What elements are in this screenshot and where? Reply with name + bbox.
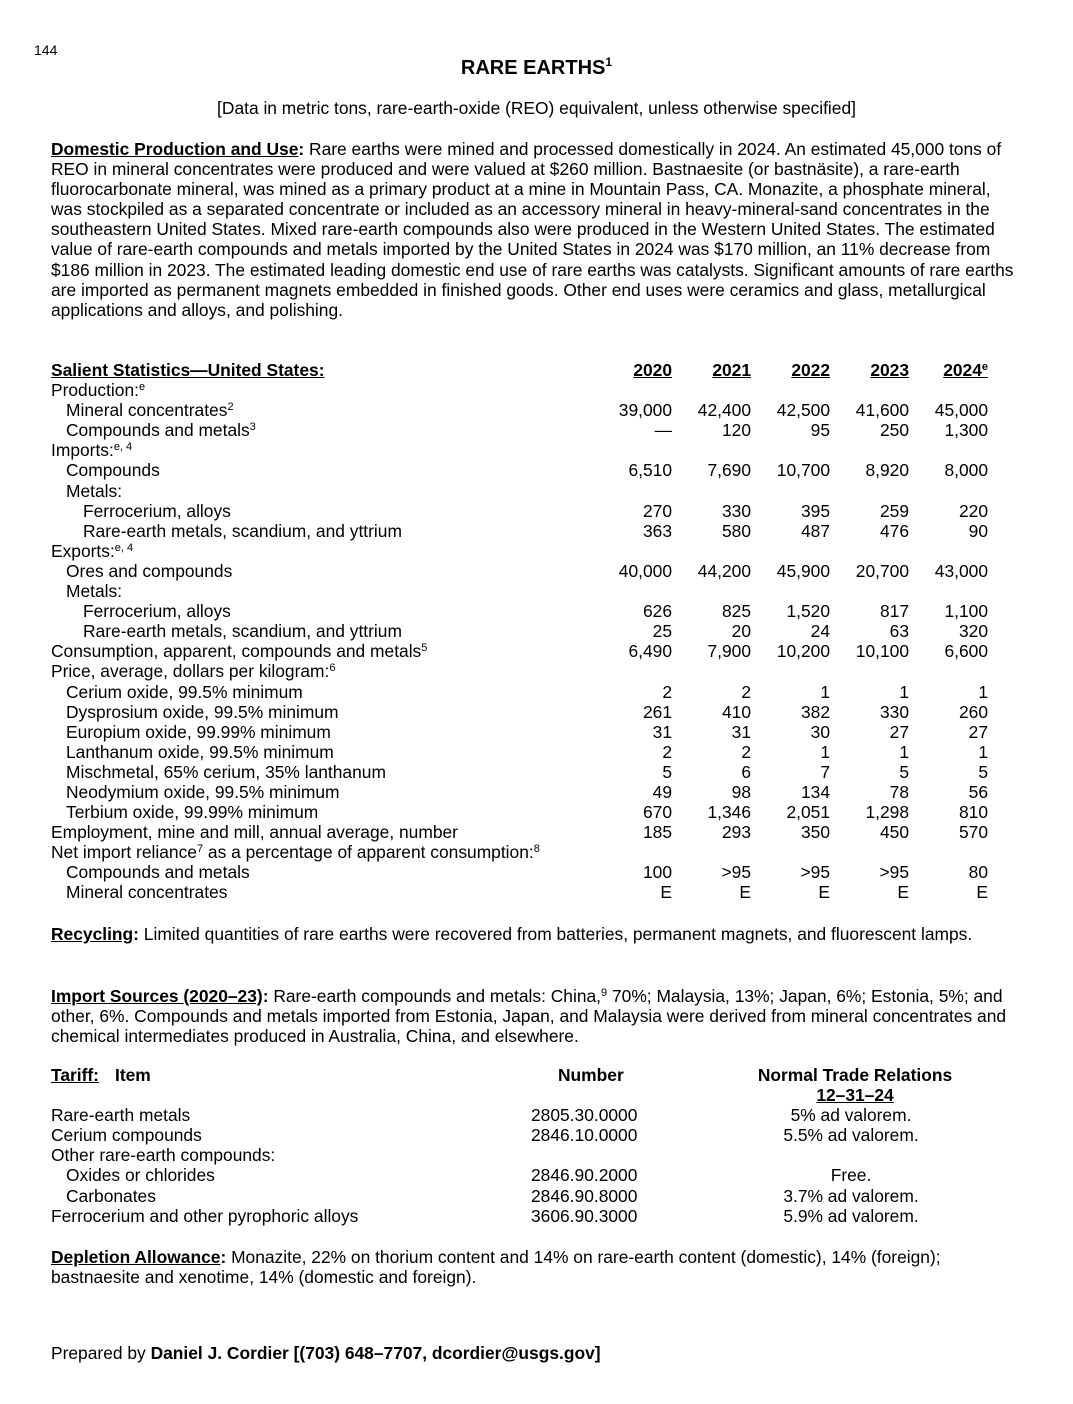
depletion-heading: Depletion Allowance bbox=[51, 1247, 221, 1267]
import-sources-heading: Import Sources (2020–23) bbox=[51, 986, 263, 1006]
stats-value-2024: 27 bbox=[968, 721, 988, 742]
stats-value-2021: 410 bbox=[721, 701, 751, 722]
stats-value-2021: 6 bbox=[741, 761, 751, 782]
stats-value-2024: 6,600 bbox=[944, 641, 988, 662]
stats-row-label bbox=[83, 521, 402, 541]
tariff-row bbox=[51, 1145, 1011, 1165]
row-label-text: Price, average, dollars per kilogram: bbox=[51, 661, 330, 682]
stats-row bbox=[51, 722, 991, 742]
stats-row bbox=[51, 802, 991, 822]
stats-value-2023: 250 bbox=[879, 420, 909, 441]
stats-row bbox=[51, 702, 991, 722]
tariff-rate: 5.9% ad valorem. bbox=[783, 1205, 919, 1226]
row-label-text: Mineral concentrates bbox=[66, 400, 228, 421]
stats-value-2020: 49 bbox=[652, 781, 672, 802]
stats-value-2022: 2,051 bbox=[786, 802, 830, 823]
tariff-item: Ferrocerium and other pyrophoric alloys bbox=[51, 1205, 359, 1226]
row-label-text: Neodymium oxide, 99.5% minimum bbox=[66, 781, 340, 802]
stats-value-2022: 382 bbox=[800, 701, 830, 722]
year-label: 2024 bbox=[943, 360, 982, 380]
year-header-2023 bbox=[829, 360, 909, 380]
year-header-2022 bbox=[750, 360, 830, 380]
stats-row-label bbox=[51, 822, 458, 842]
tariff-col-item: Item bbox=[114, 1065, 151, 1085]
stats-value-2022: 10,200 bbox=[776, 641, 830, 662]
tariff-row bbox=[51, 1186, 1011, 1206]
row-footnote: e bbox=[138, 381, 146, 394]
year-header-2024 bbox=[908, 360, 988, 380]
stats-value-2023: 1,298 bbox=[865, 802, 909, 823]
depletion-text: Monazite, 22% on thorium content and 14% on rare-earth content (domestic), 14% (foreign); bastnaesite and xenotime, 14% (domestic and foreign). bbox=[51, 1247, 941, 1288]
stats-value-2021: 98 bbox=[731, 781, 751, 802]
row-footnote-2: 8 bbox=[533, 843, 540, 856]
stats-row bbox=[51, 400, 991, 420]
stats-value-2024: 56 bbox=[968, 781, 988, 802]
stats-row-label bbox=[51, 842, 540, 862]
row-label-text: Rare-earth metals, scandium, and yttrium bbox=[83, 621, 402, 642]
stats-row bbox=[51, 521, 991, 541]
stats-value-2022: 1,520 bbox=[786, 601, 830, 622]
stats-value-2022: 30 bbox=[810, 721, 830, 742]
tariff-number: 2846.90.2000 bbox=[531, 1165, 638, 1186]
stats-value-2024: 1,300 bbox=[944, 420, 988, 441]
tariff-item: Other rare-earth compounds: bbox=[51, 1145, 276, 1166]
footer-author: Daniel J. Cordier [(703) 648–7707, dcordier@usgs.gov] bbox=[150, 1343, 601, 1363]
row-label-text: Compounds and metals bbox=[66, 420, 250, 441]
row-label-text: Metals: bbox=[66, 581, 123, 602]
stats-value-2020: 40,000 bbox=[618, 560, 672, 581]
tariff-header-row-2 bbox=[51, 1085, 1011, 1105]
stats-value-2020: 6,510 bbox=[628, 460, 672, 481]
stats-value-2020: 363 bbox=[642, 520, 672, 541]
stats-value-2023: 476 bbox=[879, 520, 909, 541]
title-text: RARE EARTHS bbox=[460, 57, 606, 79]
row-footnote: 2 bbox=[227, 401, 234, 414]
stats-value-2023: 450 bbox=[879, 822, 909, 843]
stats-value-2021: 120 bbox=[721, 420, 751, 441]
domestic-heading: Domestic Production and Use bbox=[51, 139, 299, 159]
stats-value-2020: 2 bbox=[662, 681, 672, 702]
tariff-row bbox=[51, 1105, 1011, 1125]
stats-value-2024: 1 bbox=[978, 741, 988, 762]
tariff-row bbox=[51, 1206, 1011, 1226]
year-footnote: e bbox=[981, 361, 988, 373]
stats-value-2020: 626 bbox=[642, 601, 672, 622]
stats-value-2022: E bbox=[818, 882, 830, 903]
row-footnote: e, 4 bbox=[113, 441, 133, 454]
stats-row-label bbox=[51, 440, 132, 460]
stats-row-label bbox=[66, 862, 250, 882]
page-title bbox=[0, 56, 1073, 80]
row-label-text: Ferrocerium, alloys bbox=[83, 601, 231, 622]
row-label-text: Production: bbox=[51, 380, 139, 401]
stats-value-2024: 810 bbox=[958, 802, 988, 823]
tariff-table bbox=[51, 1065, 1011, 1226]
stats-row-label bbox=[66, 742, 334, 762]
stats-value-2024: 320 bbox=[958, 621, 988, 642]
tariff-heading: Tariff: bbox=[51, 1065, 99, 1085]
stats-value-2021: 20 bbox=[731, 621, 751, 642]
stats-value-2020: 670 bbox=[642, 802, 672, 823]
depletion-section: Depletion Allowance: Monazite, 22% on thorium content and 14% on rare-earth content (domestic), 14% (foreign); bastnaesite and xenotime, 14% (domestic and foreign). bbox=[51, 1247, 941, 1288]
stats-value-2021: 31 bbox=[731, 721, 751, 742]
stats-value-2022: 487 bbox=[800, 520, 830, 541]
tariff-col-ntr-date: 12–31–24 bbox=[816, 1085, 894, 1106]
stats-heading: Salient Statistics—United States: bbox=[51, 360, 325, 380]
row-label-continued: as a percentage of apparent consumption: bbox=[203, 842, 534, 863]
stats-row bbox=[51, 581, 991, 601]
stats-value-2023: 5 bbox=[899, 761, 909, 782]
row-label-text: Exports: bbox=[51, 540, 115, 561]
stats-row-label bbox=[66, 581, 122, 601]
stats-header-row bbox=[51, 360, 991, 380]
row-label-text: Ferrocerium, alloys bbox=[83, 500, 231, 521]
year-label: 2022 bbox=[791, 360, 830, 380]
footer bbox=[51, 1343, 601, 1363]
stats-row-label bbox=[66, 782, 340, 802]
stats-value-2023: 20,700 bbox=[855, 560, 909, 581]
tariff-number: 2805.30.0000 bbox=[531, 1105, 638, 1126]
row-label-text: Ores and compounds bbox=[66, 560, 233, 581]
footer-prefix: Prepared by bbox=[51, 1343, 151, 1363]
row-label-text: Metals: bbox=[66, 480, 123, 501]
stats-value-2021: E bbox=[739, 882, 751, 903]
stats-row bbox=[51, 481, 991, 501]
year-header-2021 bbox=[671, 360, 751, 380]
stats-value-2021: 580 bbox=[721, 520, 751, 541]
stats-value-2022: 134 bbox=[800, 781, 830, 802]
stats-value-2022: 42,500 bbox=[776, 400, 830, 421]
stats-value-2020: — bbox=[654, 420, 672, 441]
stats-row-label bbox=[51, 641, 427, 661]
stats-value-2024: 570 bbox=[958, 822, 988, 843]
stats-row-label bbox=[66, 682, 303, 702]
recycling-section: Recycling: Limited quantities of rare earths were recovered from batteries, permanent magnets, and fluorescent lamps. bbox=[51, 924, 973, 944]
tariff-number: 2846.10.0000 bbox=[531, 1125, 638, 1146]
stats-row bbox=[51, 842, 991, 862]
stats-value-2020: 185 bbox=[642, 822, 672, 843]
stats-row bbox=[51, 541, 991, 561]
year-label: 2023 bbox=[870, 360, 909, 380]
stats-row bbox=[51, 682, 991, 702]
stats-value-2022: 45,900 bbox=[776, 560, 830, 581]
stats-value-2024: 45,000 bbox=[934, 400, 988, 421]
stats-row bbox=[51, 661, 991, 681]
stats-value-2021: 42,400 bbox=[697, 400, 751, 421]
salient-statistics-table bbox=[51, 360, 991, 903]
row-label-text: Mischmetal, 65% cerium, 35% lanthanum bbox=[66, 761, 386, 782]
stats-row bbox=[51, 420, 991, 440]
stats-value-2023: 27 bbox=[889, 721, 909, 742]
row-label-text: Net import reliance bbox=[51, 842, 197, 863]
recycling-text: Limited quantities of rare earths were recovered from batteries, permanent magnets, and fluorescent lamps. bbox=[143, 924, 973, 944]
row-label-text: Compounds bbox=[66, 460, 160, 481]
stats-value-2021: >95 bbox=[721, 862, 751, 883]
tariff-item: Carbonates bbox=[66, 1185, 156, 1206]
stats-value-2021: 1,346 bbox=[707, 802, 751, 823]
row-footnote: 7 bbox=[196, 843, 204, 856]
title-footnote: 1 bbox=[605, 55, 613, 69]
stats-row bbox=[51, 501, 991, 521]
stats-value-2023: 63 bbox=[889, 621, 909, 642]
stats-value-2020: 31 bbox=[652, 721, 672, 742]
page-number: 144 bbox=[34, 42, 58, 58]
stats-row-label bbox=[66, 802, 318, 822]
subtitle: [Data in metric tons, rare-earth-oxide (REO) equivalent, unless otherwise specified] bbox=[217, 98, 856, 118]
stats-value-2021: 330 bbox=[721, 500, 751, 521]
stats-row bbox=[51, 742, 991, 762]
stats-value-2023: 259 bbox=[879, 500, 909, 521]
row-label-text: Employment, mine and mill, annual average, number bbox=[51, 822, 458, 843]
stats-row bbox=[51, 621, 991, 641]
stats-row-label bbox=[51, 541, 133, 561]
stats-row-label bbox=[66, 762, 386, 782]
stats-value-2020: 2 bbox=[662, 741, 672, 762]
stats-row bbox=[51, 561, 991, 581]
row-footnote: 3 bbox=[249, 421, 256, 434]
stats-value-2024: 1,100 bbox=[944, 601, 988, 622]
stats-row-label bbox=[66, 400, 234, 420]
row-label-text: Mineral concentrates bbox=[66, 882, 228, 903]
stats-row bbox=[51, 460, 991, 480]
stats-value-2020: 39,000 bbox=[618, 400, 672, 421]
domestic-section: Domestic Production and Use: Rare earths were mined and processed domestically in 2024. An estimated 45,000 tons of REO in mineral concentrates were produced and were valued at $260 million. Bastnaesite (or bastnäsite), a rare-earth fluorocarbonate mineral, was mined as a primary product at a mine in Mountain Pass, CA. Monazite, a phosphate mineral, was stockpiled as a separated concentrate or included as an accessory mineral in heavy-mineral-sand concentrates in the southeastern United States. Mixed rare-earth compounds also were produced in the Western United States. The estimated value of rare-earth compounds and metals imported by the United States in 2024 was $170 million, an 11% decrease from $186 million in 2023. The estimated leading domestic end use of rare earths was catalysts. Significant amounts of rare earths are imported as permanent magnets embedded in finished goods. Other end uses were ceramics and glass, metallurgical applications and alloys, and polishing. bbox=[51, 139, 1014, 320]
stats-value-2020: 100 bbox=[642, 862, 672, 883]
stats-value-2021: 2 bbox=[741, 681, 751, 702]
stats-value-2023: 10,100 bbox=[855, 641, 909, 662]
import-sources-text-b: 70%; Malaysia, 13%; Japan, 6%; Estonia, 5%; and other, 6%. Compounds and metals imported from Estonia, Japan, and Malaysia were derived from mineral concentrates and chemical intermediates produced in Australia, China, and elsewhere. bbox=[51, 986, 1007, 1047]
stats-row-label bbox=[66, 882, 227, 902]
row-label-text: Terbium oxide, 99.99% minimum bbox=[66, 802, 319, 823]
stats-value-2021: 2 bbox=[741, 741, 751, 762]
row-label-text: Consumption, apparent, compounds and metals bbox=[51, 641, 422, 662]
tariff-item: Rare-earth metals bbox=[51, 1105, 191, 1126]
stats-value-2021: 825 bbox=[721, 601, 751, 622]
stats-value-2023: 817 bbox=[879, 601, 909, 622]
domestic-text: Rare earths were mined and processed domestically in 2024. An estimated 45,000 tons of REO in mineral concentrates were produced and were valued at $260 million. Bastnaesite (or bastnäsite), a rare-earth fluorocarbonate mineral, was mined as a primary product at a mine in Mountain Pass, CA. Monazite, a phosphate mineral, was stockpiled as a separated concentrate or included as an accessory mineral in heavy-mineral-sand concentrates in the southeastern United States. Mixed rare-earth compounds also were produced in the Western United States. The estimated value of rare-earth compounds and metals imported by the United States in 2024 was $170 million, an 11% decrease from $186 million in 2023. The estimated leading domestic end use of rare earths was catalysts. Significant amounts of rare earths are imported as permanent magnets embedded in finished goods. Other end uses were ceramics and glass, metallurgical applications and alloys, and polishing. bbox=[51, 139, 1014, 320]
stats-row-label bbox=[83, 501, 231, 521]
stats-row-label bbox=[83, 621, 402, 641]
stats-value-2024: 80 bbox=[968, 862, 988, 883]
tariff-number: 3606.90.3000 bbox=[531, 1205, 638, 1226]
stats-value-2022: 350 bbox=[800, 822, 830, 843]
stats-value-2023: 8,920 bbox=[865, 460, 909, 481]
stats-value-2024: 90 bbox=[968, 520, 988, 541]
stats-row-label bbox=[51, 380, 145, 400]
stats-value-2023: >95 bbox=[879, 862, 909, 883]
stats-value-2021: 293 bbox=[721, 822, 751, 843]
stats-value-2021: 7,690 bbox=[707, 460, 751, 481]
stats-value-2022: 1 bbox=[820, 681, 830, 702]
tariff-rate: Free. bbox=[830, 1165, 872, 1186]
tariff-row bbox=[51, 1125, 1011, 1145]
stats-row bbox=[51, 380, 991, 400]
stats-value-2020: 270 bbox=[642, 500, 672, 521]
stats-value-2022: 95 bbox=[810, 420, 830, 441]
stats-value-2022: 1 bbox=[820, 741, 830, 762]
stats-value-2020: 5 bbox=[662, 761, 672, 782]
year-label: 2021 bbox=[712, 360, 751, 380]
stats-value-2024: E bbox=[976, 882, 988, 903]
year-header-2020 bbox=[592, 360, 672, 380]
tariff-item: Cerium compounds bbox=[51, 1125, 202, 1146]
stats-value-2020: E bbox=[660, 882, 672, 903]
stats-value-2024: 43,000 bbox=[934, 560, 988, 581]
row-label-text: Compounds and metals bbox=[66, 862, 250, 883]
stats-row bbox=[51, 601, 991, 621]
stats-row-label bbox=[66, 481, 122, 501]
stats-row bbox=[51, 762, 991, 782]
row-label-text: Cerium oxide, 99.5% minimum bbox=[66, 681, 303, 702]
stats-value-2024: 220 bbox=[958, 500, 988, 521]
import-sources-section: Import Sources (2020–23): Rare-earth compounds and metals: China,$^9$ 70%; Malaysia, 13%; Japan, 6%; Estonia, 5%; and other, 6%. Compounds and metals imported from Estonia, Japan, and Malaysia were derived from mineral concentrates and chemical intermediates produced in Australia, China, and elsewhere. bbox=[51, 986, 1007, 1047]
tariff-rate: 3.7% ad valorem. bbox=[783, 1185, 919, 1206]
row-label-text: Europium oxide, 99.99% minimum bbox=[66, 721, 331, 742]
stats-value-2023: 78 bbox=[889, 781, 909, 802]
stats-value-2024: 260 bbox=[958, 701, 988, 722]
stats-value-2021: 7,900 bbox=[707, 641, 751, 662]
tariff-header-row bbox=[51, 1065, 1011, 1085]
stats-row bbox=[51, 440, 991, 460]
stats-value-2023: 1 bbox=[899, 741, 909, 762]
stats-value-2022: 395 bbox=[800, 500, 830, 521]
stats-value-2021: 44,200 bbox=[697, 560, 751, 581]
stats-row bbox=[51, 882, 991, 902]
stats-row bbox=[51, 782, 991, 802]
stats-row-label bbox=[83, 601, 231, 621]
stats-value-2022: >95 bbox=[800, 862, 830, 883]
stats-value-2020: 25 bbox=[652, 621, 672, 642]
year-label: 2020 bbox=[633, 360, 672, 380]
tariff-col-ntr: Normal Trade Relations bbox=[757, 1065, 953, 1085]
stats-value-2020: 6,490 bbox=[628, 641, 672, 662]
tariff-rate: 5% ad valorem. bbox=[790, 1105, 912, 1126]
tariff-item: Oxides or chlorides bbox=[66, 1165, 215, 1186]
row-label-text: Rare-earth metals, scandium, and yttrium bbox=[83, 520, 402, 541]
stats-row-label bbox=[66, 722, 331, 742]
recycling-heading: Recycling bbox=[51, 924, 134, 944]
tariff-number: 2846.90.8000 bbox=[531, 1185, 638, 1206]
stats-row-label bbox=[66, 702, 339, 722]
stats-value-2022: 24 bbox=[810, 621, 830, 642]
row-label-text: Lanthanum oxide, 99.5% minimum bbox=[66, 741, 334, 762]
row-footnote: e, 4 bbox=[114, 541, 134, 554]
import-sources-text-a: Rare-earth compounds and metals: China, bbox=[273, 986, 602, 1006]
stats-row-label bbox=[66, 420, 256, 440]
row-label-text: Dysprosium oxide, 99.5% minimum bbox=[66, 701, 339, 722]
stats-value-2023: 330 bbox=[879, 701, 909, 722]
stats-value-2023: 1 bbox=[899, 681, 909, 702]
row-footnote: 5 bbox=[421, 642, 428, 655]
stats-value-2024: 5 bbox=[978, 761, 988, 782]
tariff-rate: 5.5% ad valorem. bbox=[783, 1125, 919, 1146]
stats-value-2023: 41,600 bbox=[855, 400, 909, 421]
stats-value-2022: 10,700 bbox=[776, 460, 830, 481]
import-sources-footnote: 9 bbox=[601, 987, 608, 999]
tariff-col-number: Number bbox=[558, 1065, 624, 1085]
row-label-text: Imports: bbox=[51, 440, 114, 461]
stats-value-2020: 261 bbox=[642, 701, 672, 722]
stats-row bbox=[51, 641, 991, 661]
row-footnote: 6 bbox=[329, 662, 336, 675]
stats-value-2022: 7 bbox=[820, 761, 830, 782]
stats-row-label bbox=[66, 460, 160, 480]
tariff-row bbox=[51, 1165, 1011, 1185]
stats-row bbox=[51, 822, 991, 842]
stats-value-2024: 1 bbox=[978, 681, 988, 702]
stats-value-2023: E bbox=[897, 882, 909, 903]
stats-value-2024: 8,000 bbox=[944, 460, 988, 481]
stats-row bbox=[51, 862, 991, 882]
stats-row-label bbox=[51, 661, 336, 681]
stats-row-label bbox=[66, 561, 232, 581]
